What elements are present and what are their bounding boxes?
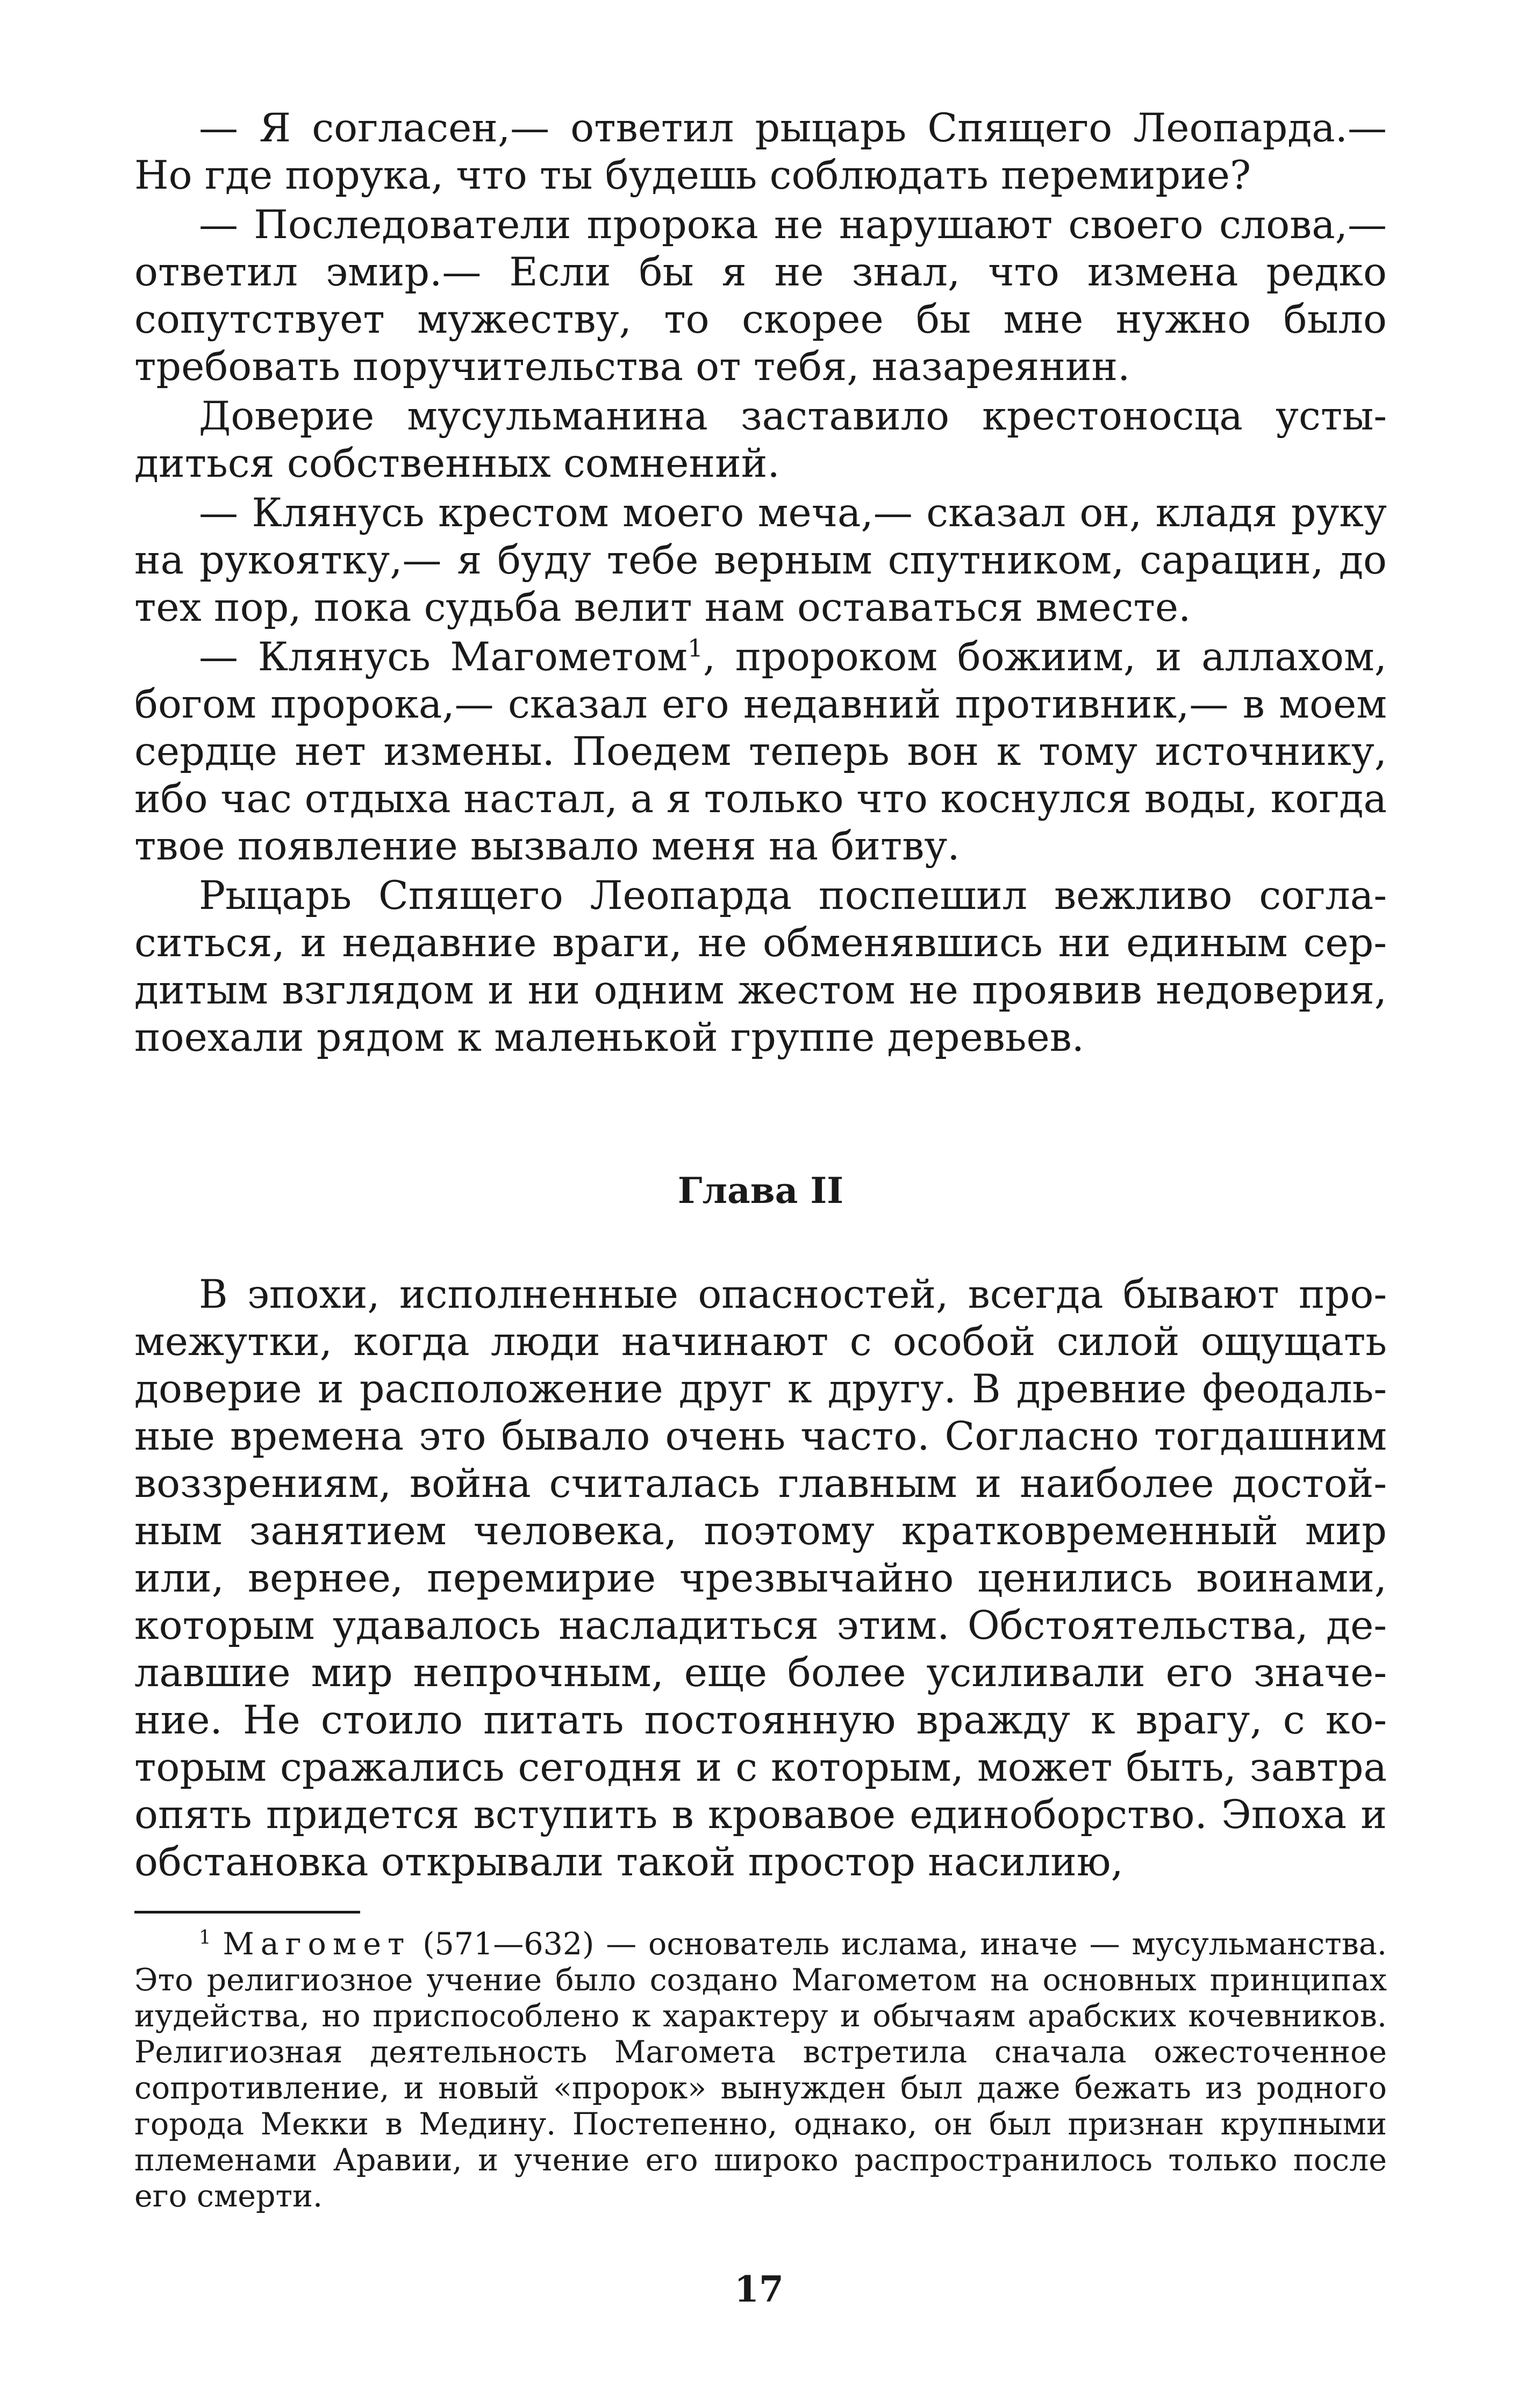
footnote-text: (571—632) — основатель ислама, иначе — мусульманства. Это религиозное учение было создано Магометом на основных принципах иудейства, но приспособлено к характеру и обычаям арабских кочевников. Религиозная деятельность Магомета встретила сначала ожесточенное сопротивление, и новый «пророк» вынужден был даже бежать из родного города Мекки в Медину. Постепенно, однако, он был признан крупными племенами Аравии, и учение его широко распространилось только после его смерти.: [134, 1926, 1387, 2214]
chapter-heading: Глава II: [677, 1170, 844, 1212]
footnote-term: Магомет: [223, 1926, 411, 1962]
saracen-oath-rest: , пророком божиим, и аллахом, богом пророка,— сказал его недавний противник,— в моем сердце нет измены. Поедем теперь вон к тому источнику, ибо час отдыха настал, а я только что коснулся воды, когда твое появление вызвало меня на битву.: [134, 634, 1387, 869]
saracen-oath-start: — Клянусь Магометом: [199, 634, 688, 680]
dialogue-paragraph-knight-agrees: — Я согласен,— ответил рыцарь Спящего Леопарда.— Но где порука, что ты будешь соблюдать перемирие?: [134, 105, 1387, 198]
footnote: [134, 1926, 1387, 2214]
footnote-reference: 1: [688, 634, 703, 663]
narration-paragraph-trust: Доверие мусульманина заставило крестоносца устыдиться собственных сомнений.: [134, 393, 1387, 486]
footnote-divider: [134, 1911, 360, 1914]
page-number: 17: [734, 2268, 784, 2310]
dialogue-paragraph-saracen-oath: [134, 634, 1387, 870]
dialogue-paragraph-emir-reply: — Последователи пророка не нарушают своего слова,— ответил эмир.— Если бы я не знал, что измена редко сопутствует мужеству, то скорее бы мне нужно было требовать поручительства от тебя, назареянин.: [134, 202, 1387, 390]
book-page: [134, 105, 1387, 2214]
chapter-opening-paragraph: В эпохи, исполненные опасностей, всегда бывают промежутки, когда люди начинают с особой силой ощущать доверие и расположение друг к другу. В древние феодальные времена это бывало очень часто. Согласно тогдашним воззрениям, война считалась главным и наиболее достойным занятием человека, поэтому кратковременный мир или, вернее, перемирие чрезвычайно ценились воинами, которым удавалось насладиться этим. Обстоятельства, делавшие мир непрочным, еще более усиливали его значение. Не стоило питать постоянную вражду к врагу, с которым сражались сегодня и с которым, может быть, завтра опять придется вступить в кровавое единоборство. Эпоха и обстановка открывали такой простор насилию,: [134, 1272, 1387, 1885]
narration-paragraph-ride-together: Рыцарь Спящего Леопарда поспешил вежливо согласиться, и недавние враги, не обменявшись ни единым сердитым взглядом и ни одним жестом не проявив недоверия, поехали рядом к маленькой группе деревьев.: [134, 873, 1387, 1060]
footnote-marker: 1: [199, 1926, 211, 1948]
dialogue-paragraph-knight-oath: — Клянусь крестом моего меча,— сказал он, кладя руку на рукоятку,— я буду тебе верным спутником, сарацин, до тех пор, пока судьба велит нам оставаться вместе.: [134, 490, 1387, 630]
